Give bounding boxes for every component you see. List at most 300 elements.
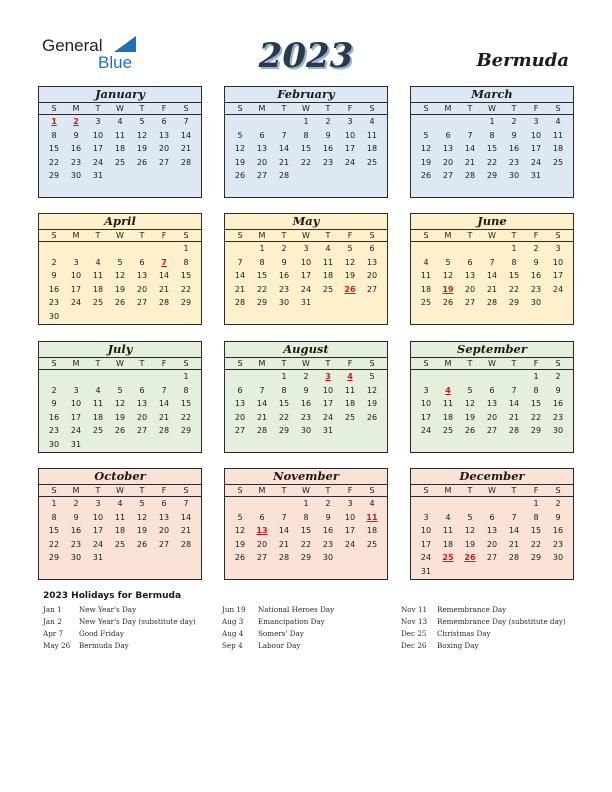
weekday-label: S	[555, 359, 561, 368]
day-cell: 11	[420, 271, 432, 281]
month-title: July	[39, 342, 201, 358]
week-row	[411, 424, 573, 438]
day-cell: 22	[48, 539, 60, 549]
day-cell: 7	[511, 512, 517, 522]
day-cell: 11	[92, 399, 104, 409]
holiday-date: Sep 4	[222, 641, 243, 650]
week-row	[39, 256, 201, 270]
weekday-label: T	[511, 231, 517, 240]
day-cell: 14	[180, 130, 192, 140]
week-row	[411, 411, 573, 425]
day-cell: 26	[114, 426, 126, 436]
weekday-label: S	[369, 231, 375, 240]
day-cell: 10	[322, 385, 334, 395]
day-cell: 18	[366, 144, 378, 154]
day-cell: 4	[369, 117, 375, 126]
day-cell: 2	[325, 499, 331, 508]
day-cell: 25	[92, 298, 104, 308]
day-cell: 8	[183, 385, 189, 395]
week-row	[225, 269, 387, 283]
day-cell: 18	[92, 284, 104, 294]
weekday-header	[225, 103, 387, 115]
week-row	[411, 242, 573, 256]
weekday-label: M	[258, 231, 266, 240]
weekday-label: T	[325, 104, 331, 113]
day-cell: 29	[530, 426, 542, 436]
day-cell: 16	[552, 399, 564, 409]
day-cell: 19	[234, 539, 246, 549]
day-cell: 8	[533, 385, 539, 395]
empty-day-cell	[547, 169, 569, 183]
day-cell: 10	[530, 130, 542, 140]
day-cell: 28	[158, 298, 170, 308]
day-cell: 22	[300, 539, 312, 549]
week-row	[225, 283, 387, 297]
day-cell: 7	[161, 385, 167, 395]
week-row	[39, 156, 201, 170]
weekday-label: W	[302, 104, 310, 113]
holiday-date: Aug 4	[222, 629, 244, 638]
day-cell: 25	[114, 539, 126, 549]
day-cell: 6	[259, 512, 265, 522]
holiday-entry	[401, 640, 566, 652]
day-cell: 25	[442, 426, 454, 436]
week-row	[39, 538, 201, 552]
week-row	[225, 142, 387, 156]
day-cell: 12	[136, 512, 148, 522]
day-cell: 5	[139, 499, 145, 508]
weekday-label: W	[116, 231, 124, 240]
holiday-name: National Heroes Day	[258, 605, 335, 614]
month-september	[410, 341, 574, 453]
empty-day-cell	[437, 497, 459, 511]
day-cell: 2	[555, 372, 561, 381]
weekday-label: W	[116, 359, 124, 368]
day-cell: 8	[183, 257, 189, 267]
day-cell: 15	[256, 271, 268, 281]
day-cell: 13	[256, 144, 268, 154]
holiday-entry	[401, 616, 566, 628]
weekday-label: F	[161, 359, 167, 368]
day-cell: 28	[278, 171, 290, 181]
weekday-label: S	[51, 359, 57, 368]
day-cell: 2	[51, 385, 57, 395]
weekday-label: M	[72, 104, 80, 113]
day-cell: 2	[303, 372, 309, 381]
holiday-day-cell: 4	[347, 372, 353, 381]
day-cell: 17	[92, 144, 104, 154]
month-february	[224, 86, 388, 198]
week-row	[411, 156, 573, 170]
day-cell: 23	[552, 412, 564, 422]
day-cell: 3	[303, 244, 309, 253]
empty-day-cell	[109, 370, 131, 384]
day-cell: 18	[366, 526, 378, 536]
day-cell: 26	[234, 171, 246, 181]
weekday-label: S	[183, 486, 189, 495]
empty-day-cell	[459, 497, 481, 511]
day-cell: 23	[48, 426, 60, 436]
day-cell: 16	[70, 526, 82, 536]
empty-day-cell	[547, 296, 569, 310]
day-cell: 11	[552, 130, 564, 140]
day-cell: 15	[48, 144, 60, 154]
day-cell: 23	[70, 539, 82, 549]
week-row	[225, 115, 387, 129]
empty-day-cell	[43, 370, 65, 384]
day-cell: 18	[114, 144, 126, 154]
day-cell: 14	[508, 526, 520, 536]
week-row	[411, 551, 573, 565]
week-row	[225, 411, 387, 425]
day-cell: 14	[234, 271, 246, 281]
weekday-label: M	[444, 359, 452, 368]
holiday-date: Jan 2	[43, 617, 62, 626]
holiday-column	[43, 604, 196, 652]
empty-day-cell	[109, 551, 131, 565]
empty-day-cell	[131, 242, 153, 256]
day-cell: 17	[92, 526, 104, 536]
day-cell: 28	[158, 426, 170, 436]
empty-day-cell	[437, 242, 459, 256]
day-cell: 23	[552, 539, 564, 549]
day-cell: 4	[117, 499, 123, 508]
week-row	[39, 115, 201, 129]
day-cell: 30	[552, 426, 564, 436]
day-cell: 2	[555, 499, 561, 508]
day-cell: 24	[92, 157, 104, 167]
week-row	[225, 397, 387, 411]
day-cell: 31	[300, 298, 312, 308]
day-cell: 20	[442, 157, 454, 167]
day-cell: 30	[552, 553, 564, 563]
empty-day-cell	[481, 565, 503, 579]
day-cell: 20	[486, 412, 498, 422]
day-cell: 14	[508, 399, 520, 409]
week-row	[225, 511, 387, 525]
holiday-day-cell: 26	[464, 553, 476, 563]
weekday-header	[411, 358, 573, 370]
day-cell: 21	[256, 412, 268, 422]
week-row	[39, 296, 201, 310]
day-cell: 17	[552, 271, 564, 281]
day-cell: 5	[369, 372, 375, 381]
weekday-label: F	[347, 359, 353, 368]
weekday-header	[39, 358, 201, 370]
weekday-label: T	[281, 486, 287, 495]
day-cell: 23	[300, 412, 312, 422]
day-cell: 16	[278, 271, 290, 281]
empty-day-cell	[481, 370, 503, 384]
holiday-name: Somers' Day	[258, 629, 304, 638]
day-cell: 23	[508, 157, 520, 167]
day-cell: 29	[530, 553, 542, 563]
weekday-label: S	[183, 104, 189, 113]
day-cell: 1	[489, 117, 495, 126]
day-cell: 10	[552, 257, 564, 267]
day-cell: 24	[322, 412, 334, 422]
weekday-label: T	[139, 359, 145, 368]
day-cell: 31	[322, 426, 334, 436]
week-row	[225, 256, 387, 270]
empty-day-cell	[361, 551, 383, 565]
day-cell: 19	[464, 412, 476, 422]
day-cell: 7	[281, 512, 287, 522]
day-cell: 30	[508, 171, 520, 181]
day-cell: 9	[51, 271, 57, 281]
day-cell: 9	[325, 130, 331, 140]
day-cell: 18	[92, 412, 104, 422]
day-cell: 15	[530, 399, 542, 409]
day-cell: 14	[464, 144, 476, 154]
day-cell: 3	[423, 385, 429, 395]
empty-day-cell	[251, 370, 273, 384]
empty-day-cell	[459, 370, 481, 384]
day-cell: 27	[256, 553, 268, 563]
day-cell: 19	[366, 399, 378, 409]
holiday-entry	[43, 604, 196, 616]
day-cell: 13	[136, 271, 148, 281]
empty-day-cell	[229, 242, 251, 256]
weekday-label: F	[347, 231, 353, 240]
day-cell: 20	[464, 284, 476, 294]
day-cell: 9	[281, 257, 287, 267]
day-cell: 6	[161, 117, 167, 126]
day-cell: 16	[322, 526, 334, 536]
day-cell: 20	[136, 284, 148, 294]
day-cell: 9	[555, 385, 561, 395]
day-cell: 31	[92, 553, 104, 563]
day-cell: 10	[92, 512, 104, 522]
day-cell: 5	[237, 130, 243, 140]
day-cell: 20	[256, 539, 268, 549]
weekday-label: S	[51, 104, 57, 113]
day-cell: 8	[533, 512, 539, 522]
empty-day-cell	[87, 310, 109, 324]
day-cell: 15	[486, 144, 498, 154]
day-cell: 22	[180, 412, 192, 422]
empty-day-cell	[415, 115, 437, 129]
weekday-label: F	[161, 104, 167, 113]
day-cell: 23	[70, 157, 82, 167]
empty-day-cell	[361, 296, 383, 310]
day-cell: 21	[278, 157, 290, 167]
holiday-entry	[222, 604, 334, 616]
day-cell: 11	[442, 399, 454, 409]
day-cell: 16	[70, 144, 82, 154]
day-cell: 23	[322, 157, 334, 167]
day-cell: 19	[420, 157, 432, 167]
day-cell: 20	[366, 271, 378, 281]
day-cell: 17	[322, 399, 334, 409]
weekday-label: W	[488, 231, 496, 240]
weekday-label: F	[161, 231, 167, 240]
empty-day-cell	[339, 169, 361, 183]
day-cell: 24	[530, 157, 542, 167]
holiday-day-cell: 11	[366, 512, 378, 522]
day-cell: 17	[420, 412, 432, 422]
day-cell: 22	[530, 412, 542, 422]
week-row	[411, 397, 573, 411]
week-row	[411, 538, 573, 552]
day-cell: 22	[530, 539, 542, 549]
weekday-header	[411, 103, 573, 115]
day-cell: 30	[70, 553, 82, 563]
week-row	[225, 242, 387, 256]
day-cell: 28	[508, 553, 520, 563]
week-row	[225, 169, 387, 183]
day-cell: 23	[322, 539, 334, 549]
weekday-header	[225, 358, 387, 370]
week-row	[39, 129, 201, 143]
day-cell: 8	[303, 512, 309, 522]
day-cell: 24	[344, 539, 356, 549]
day-cell: 27	[486, 553, 498, 563]
week-row	[411, 129, 573, 143]
month-november	[224, 468, 388, 580]
empty-day-cell	[415, 242, 437, 256]
month-title: January	[39, 87, 201, 103]
day-cell: 21	[508, 412, 520, 422]
day-cell: 8	[303, 130, 309, 140]
day-cell: 7	[237, 257, 243, 267]
day-cell: 16	[508, 144, 520, 154]
day-cell: 20	[136, 412, 148, 422]
day-cell: 11	[114, 512, 126, 522]
day-cell: 22	[180, 284, 192, 294]
week-row	[225, 129, 387, 143]
day-cell: 21	[180, 526, 192, 536]
day-cell: 16	[552, 526, 564, 536]
holiday-day-cell: 7	[161, 257, 167, 267]
day-cell: 13	[366, 257, 378, 267]
day-cell: 10	[92, 130, 104, 140]
day-cell: 24	[300, 284, 312, 294]
day-cell: 11	[92, 271, 104, 281]
empty-day-cell	[131, 438, 153, 452]
weekday-label: S	[237, 486, 243, 495]
day-cell: 31	[70, 439, 82, 449]
week-row	[39, 397, 201, 411]
day-cell: 22	[256, 284, 268, 294]
day-cell: 5	[423, 130, 429, 140]
day-cell: 26	[114, 298, 126, 308]
empty-day-cell	[251, 497, 273, 511]
day-cell: 12	[464, 526, 476, 536]
week-row	[39, 384, 201, 398]
month-august	[224, 341, 388, 453]
day-cell: 16	[322, 144, 334, 154]
empty-day-cell	[361, 424, 383, 438]
day-cell: 30	[48, 311, 60, 321]
day-cell: 1	[51, 499, 57, 508]
day-cell: 27	[442, 171, 454, 181]
weekday-label: S	[423, 486, 429, 495]
month-title: March	[411, 87, 573, 103]
holiday-day-cell: 25	[442, 553, 454, 563]
day-cell: 11	[322, 257, 334, 267]
empty-day-cell	[109, 310, 131, 324]
holiday-name: New Year's Day (substitute day)	[79, 617, 196, 626]
weekday-label: S	[369, 359, 375, 368]
weekday-label: T	[139, 231, 145, 240]
day-cell: 10	[344, 512, 356, 522]
day-cell: 12	[344, 257, 356, 267]
month-title: September	[411, 342, 573, 358]
holiday-entry	[43, 640, 196, 652]
day-cell: 20	[158, 144, 170, 154]
empty-day-cell	[87, 438, 109, 452]
day-cell: 15	[300, 526, 312, 536]
weekday-label: W	[302, 231, 310, 240]
month-title: June	[411, 214, 573, 230]
weekday-label: F	[533, 231, 539, 240]
day-cell: 21	[464, 157, 476, 167]
day-cell: 13	[158, 130, 170, 140]
holiday-entry	[222, 628, 334, 640]
day-cell: 21	[180, 144, 192, 154]
month-title: February	[225, 87, 387, 103]
weekday-label: T	[95, 104, 101, 113]
day-cell: 11	[344, 385, 356, 395]
day-cell: 21	[158, 284, 170, 294]
day-cell: 29	[180, 298, 192, 308]
day-cell: 19	[136, 144, 148, 154]
day-cell: 24	[92, 539, 104, 549]
day-cell: 5	[117, 257, 123, 267]
day-cell: 1	[259, 244, 265, 253]
empty-day-cell	[525, 565, 547, 579]
weekday-label: S	[423, 231, 429, 240]
day-cell: 8	[281, 385, 287, 395]
day-cell: 12	[114, 271, 126, 281]
day-cell: 3	[95, 117, 101, 126]
holiday-day-cell: 13	[256, 526, 268, 536]
day-cell: 13	[136, 399, 148, 409]
day-cell: 23	[48, 298, 60, 308]
empty-day-cell	[251, 115, 273, 129]
day-cell: 1	[183, 372, 189, 381]
empty-day-cell	[153, 551, 175, 565]
day-cell: 5	[347, 244, 353, 253]
day-cell: 8	[489, 130, 495, 140]
weekday-label: S	[423, 359, 429, 368]
empty-day-cell	[437, 115, 459, 129]
day-cell: 26	[136, 539, 148, 549]
weekday-label: W	[116, 486, 124, 495]
weekday-label: T	[511, 104, 517, 113]
week-row	[225, 524, 387, 538]
week-row	[225, 497, 387, 511]
day-cell: 3	[347, 499, 353, 508]
week-row	[225, 156, 387, 170]
holiday-day-cell: 3	[325, 372, 331, 381]
day-cell: 26	[442, 298, 454, 308]
holiday-date: May 26	[43, 641, 71, 650]
week-row	[411, 283, 573, 297]
day-cell: 17	[70, 412, 82, 422]
day-cell: 20	[256, 157, 268, 167]
empty-day-cell	[65, 310, 87, 324]
day-cell: 12	[442, 271, 454, 281]
day-cell: 16	[48, 412, 60, 422]
country-title: Bermuda	[476, 50, 569, 71]
holiday-date: Jan 1	[43, 605, 62, 614]
day-cell: 6	[139, 257, 145, 267]
week-row	[39, 424, 201, 438]
day-cell: 3	[423, 512, 429, 522]
day-cell: 6	[467, 257, 473, 267]
